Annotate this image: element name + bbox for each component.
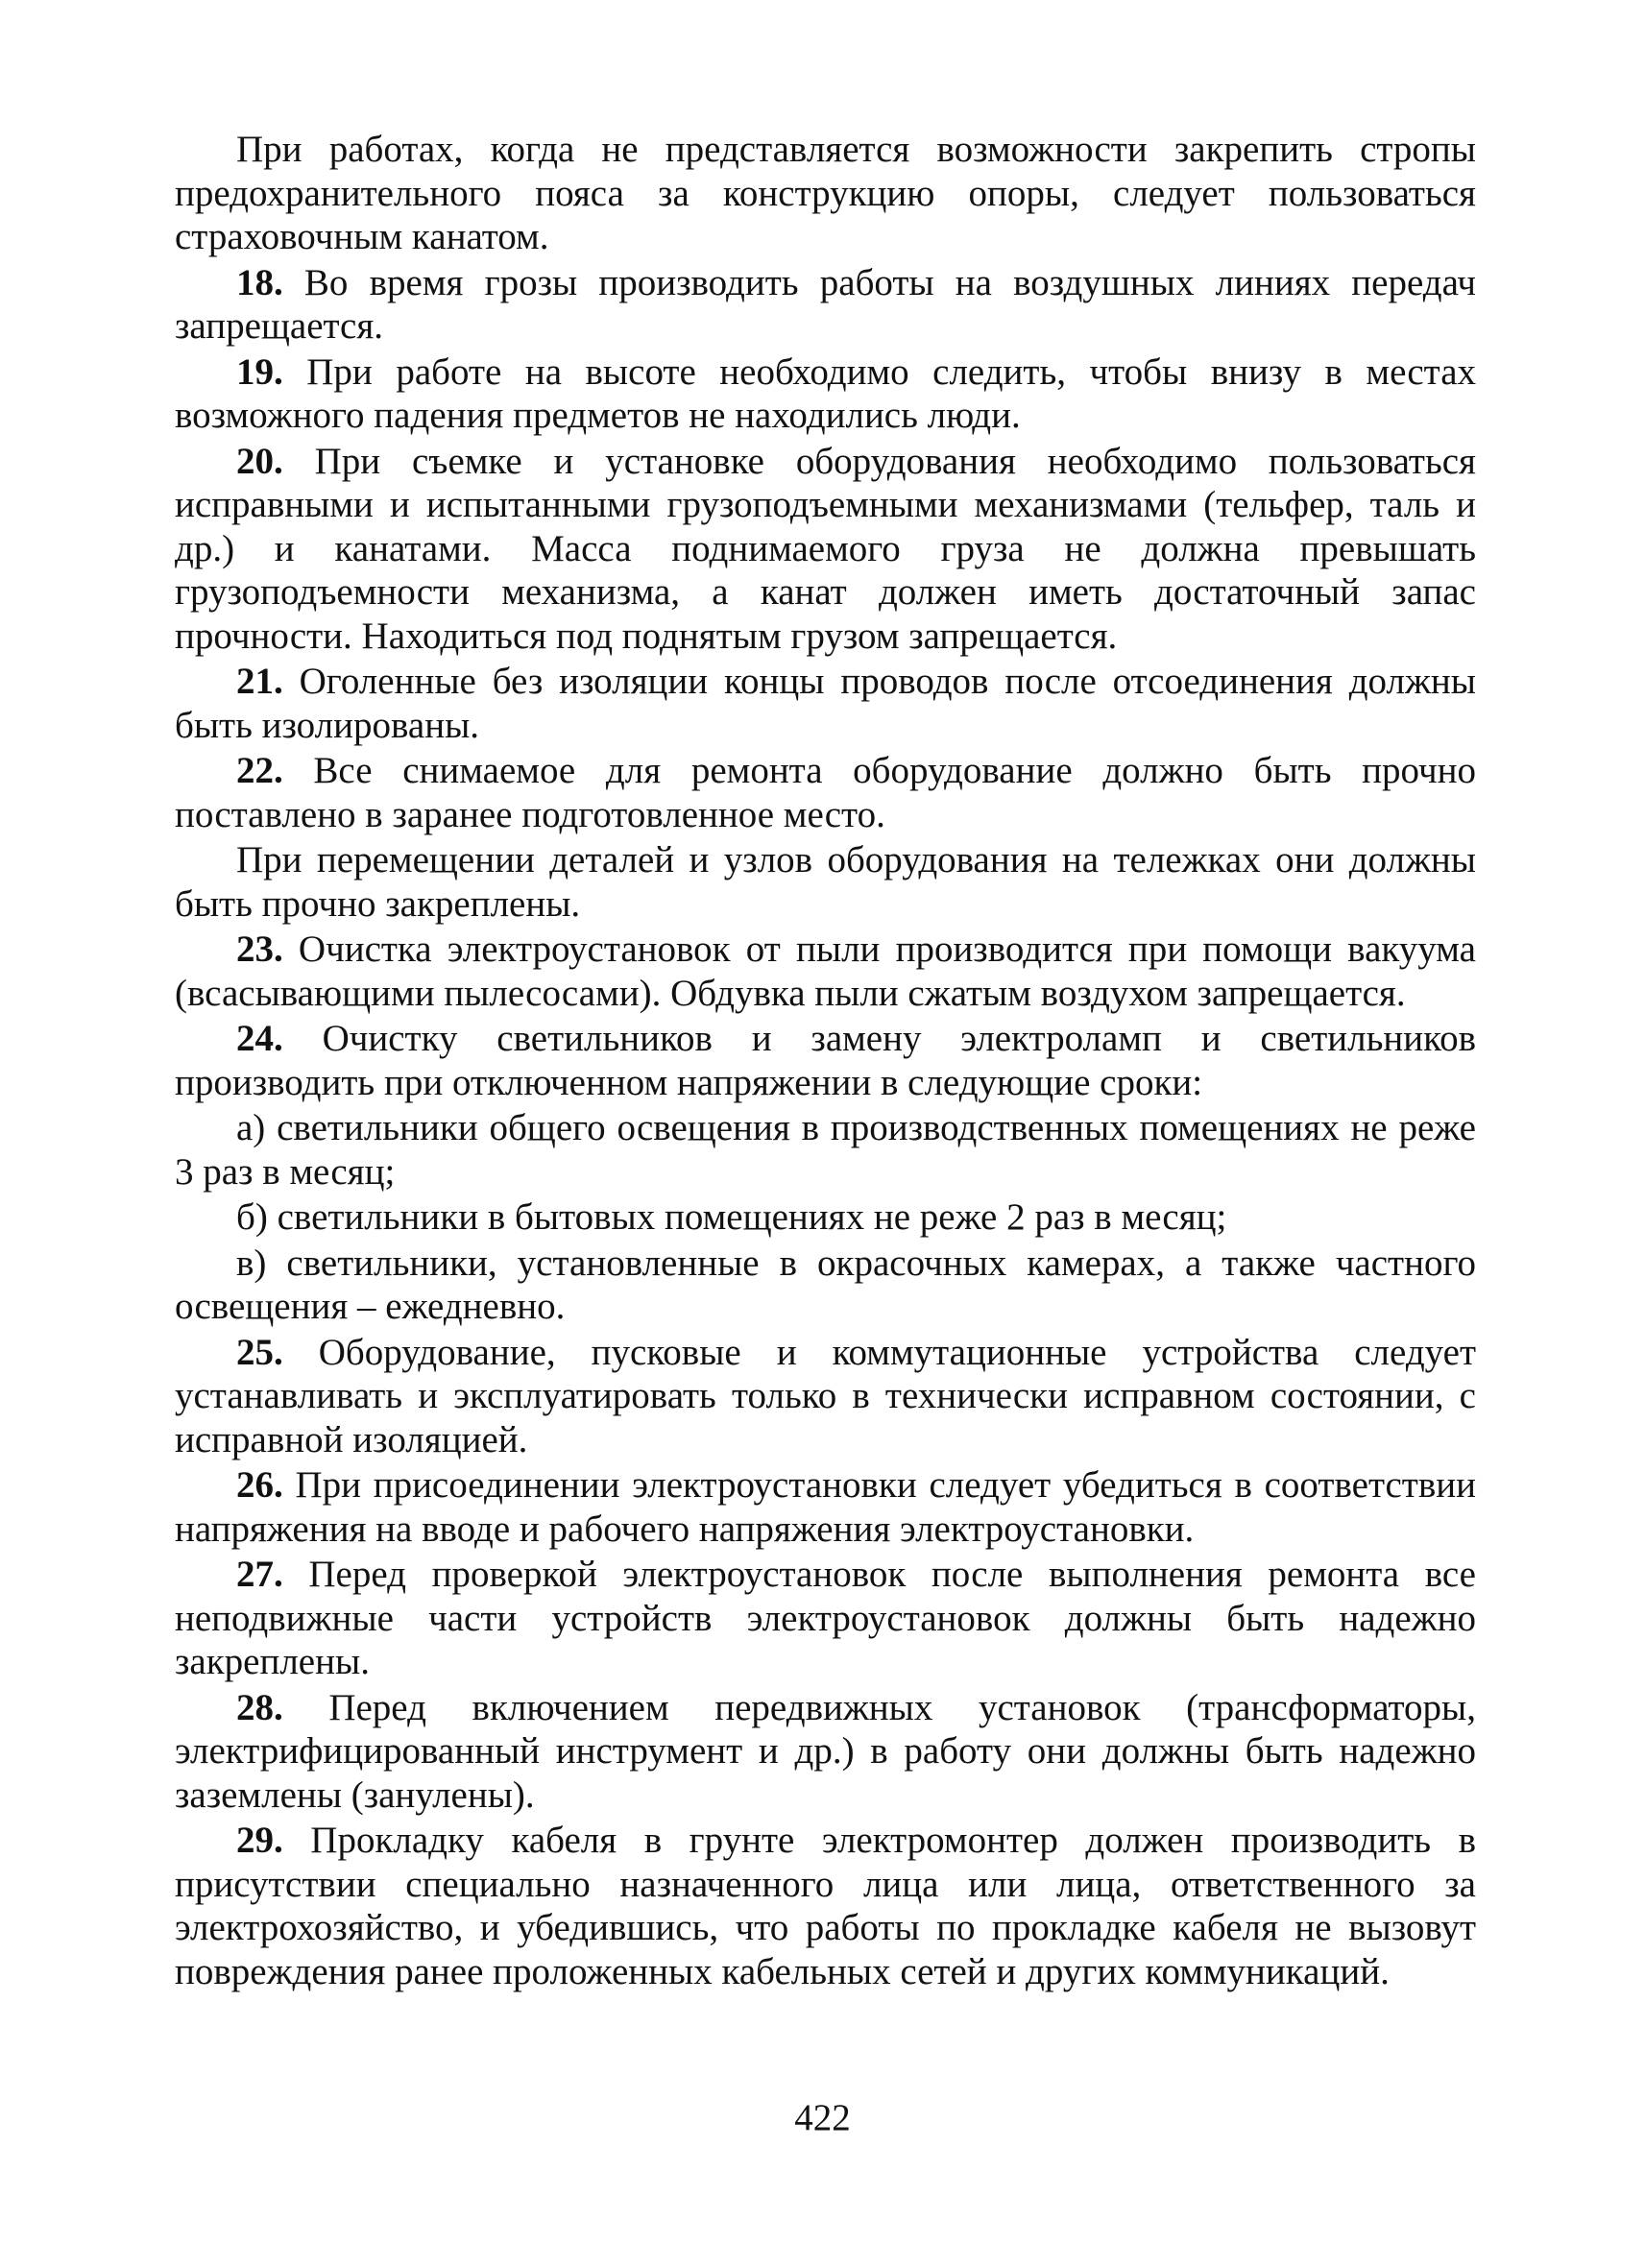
item-number: 18. bbox=[236, 261, 283, 303]
paragraph-item-20 bbox=[175, 440, 1476, 659]
paragraph-item-24-v bbox=[175, 1242, 1476, 1329]
item-number: 26. bbox=[236, 1464, 283, 1506]
paragraph-text: При перемещении деталей и узлов оборудования на тележках они должны быть прочно закреплены. bbox=[175, 839, 1476, 925]
paragraph-text: Оборудование, пусковые и коммутационные устройства следует устанавливать и эксплуатировать только в технически исправном состоянии, с исправной изоляцией. bbox=[175, 1331, 1476, 1460]
paragraph-text: При съемке и установке оборудования необходимо пользоваться исправными и испытанными грузоподъемными механизмами (тельфер, таль и др.) и канатами. Масса поднимаемого груза не должна превышать грузоподъемности механизма, а канат должен иметь достаточный запас прочности. Находиться под поднятым грузом запрещается. bbox=[175, 440, 1476, 657]
paragraph-text: а) светильники общего освещения в производственных помещениях не реже 3 раз в месяц; bbox=[175, 1107, 1476, 1193]
paragraph-item-21 bbox=[175, 660, 1476, 747]
paragraph-text: Оголенные без изоляции концы проводов после отсоединения должны быть изолированы. bbox=[175, 661, 1476, 746]
page-number: 422 bbox=[794, 2097, 851, 2138]
paragraph-text: б) светильники в бытовых помещениях не реже 2 раз в месяц; bbox=[236, 1196, 1227, 1238]
paragraph-text: Перед проверкой электроустановок после выполнения ремонта все неподвижные части устройств электроустановок должны быть надежно закреплены. bbox=[175, 1554, 1476, 1682]
paragraph-item-24 bbox=[175, 1017, 1476, 1104]
paragraph-item-22 bbox=[175, 749, 1476, 836]
paragraph-text: Все снимаемое для ремонта оборудование должно быть прочно поставлено в заранее подготовленное место. bbox=[175, 750, 1476, 835]
item-number: 28. bbox=[236, 1686, 283, 1728]
item-number: 20. bbox=[236, 440, 283, 482]
paragraph-intro bbox=[175, 128, 1476, 259]
item-number: 19. bbox=[236, 350, 283, 393]
paragraph-text: Во время грозы производить работы на воздушных линиях передач запрещается. bbox=[175, 261, 1476, 347]
paragraph-item-26 bbox=[175, 1463, 1476, 1551]
paragraph-item-23 bbox=[175, 928, 1476, 1015]
paragraph-text: При работе на высоте необходимо следить, чтобы внизу в местах возможного падения предметов не находились люди. bbox=[175, 350, 1476, 436]
paragraph-item-18 bbox=[175, 261, 1476, 349]
paragraph-text: Очистка электроустановок от пыли производится при помощи вакуума (всасывающими пылесосами). Обдувка пыли сжатым воздухом запрещается. bbox=[175, 929, 1476, 1014]
paragraph-item-19 bbox=[175, 350, 1476, 438]
paragraph-text: При работах, когда не представляется возможности закрепить стропы предохранительного пояса за конструкцию опоры, следует пользоваться страховочным канатом. bbox=[175, 129, 1476, 257]
paragraph-item-27 bbox=[175, 1553, 1476, 1684]
paragraph-text: Прокладку кабеля в грунте электромонтер должен производить в присутствии специально назначенного лица или лица, ответственного за электрохозяйство, и убедившись, что работы по прокладке кабеля не вызовут повреждения ранее проложенных кабельных сетей и других коммуникаций. bbox=[175, 1820, 1476, 1992]
paragraph-item-24-a bbox=[175, 1106, 1476, 1194]
item-number: 21. bbox=[236, 661, 283, 702]
item-number: 24. bbox=[236, 1018, 283, 1059]
item-number: 23. bbox=[236, 929, 283, 970]
paragraph-text: Очистку светильников и замену электроламп и светильников производить при отключенном напряжении в следующие сроки: bbox=[175, 1018, 1476, 1103]
paragraph-text: Перед включением передвижных установок (трансформаторы, электрифицированный инструмент и др.) в работу они должны быть надежно заземлены (занулены). bbox=[175, 1686, 1476, 1816]
paragraph-text: При присоединении электроустановки следует убедиться в соответствии напряжения на вводе и рабочего напряжения электроустановки. bbox=[175, 1464, 1476, 1550]
item-number: 27. bbox=[236, 1554, 283, 1595]
paragraph-item-24-b bbox=[175, 1195, 1476, 1240]
item-number: 25. bbox=[236, 1331, 283, 1373]
item-number: 22. bbox=[236, 750, 283, 791]
page-body bbox=[175, 128, 1476, 1995]
paragraph-item-29 bbox=[175, 1819, 1476, 1993]
paragraph-item-28 bbox=[175, 1686, 1476, 1818]
item-number: 29. bbox=[236, 1820, 283, 1861]
paragraph-text: в) светильники, установленные в окрасочных камерах, а также частного освещения – ежедневно. bbox=[175, 1242, 1476, 1327]
paragraph-item-22-continued bbox=[175, 838, 1476, 926]
paragraph-item-25 bbox=[175, 1331, 1476, 1462]
